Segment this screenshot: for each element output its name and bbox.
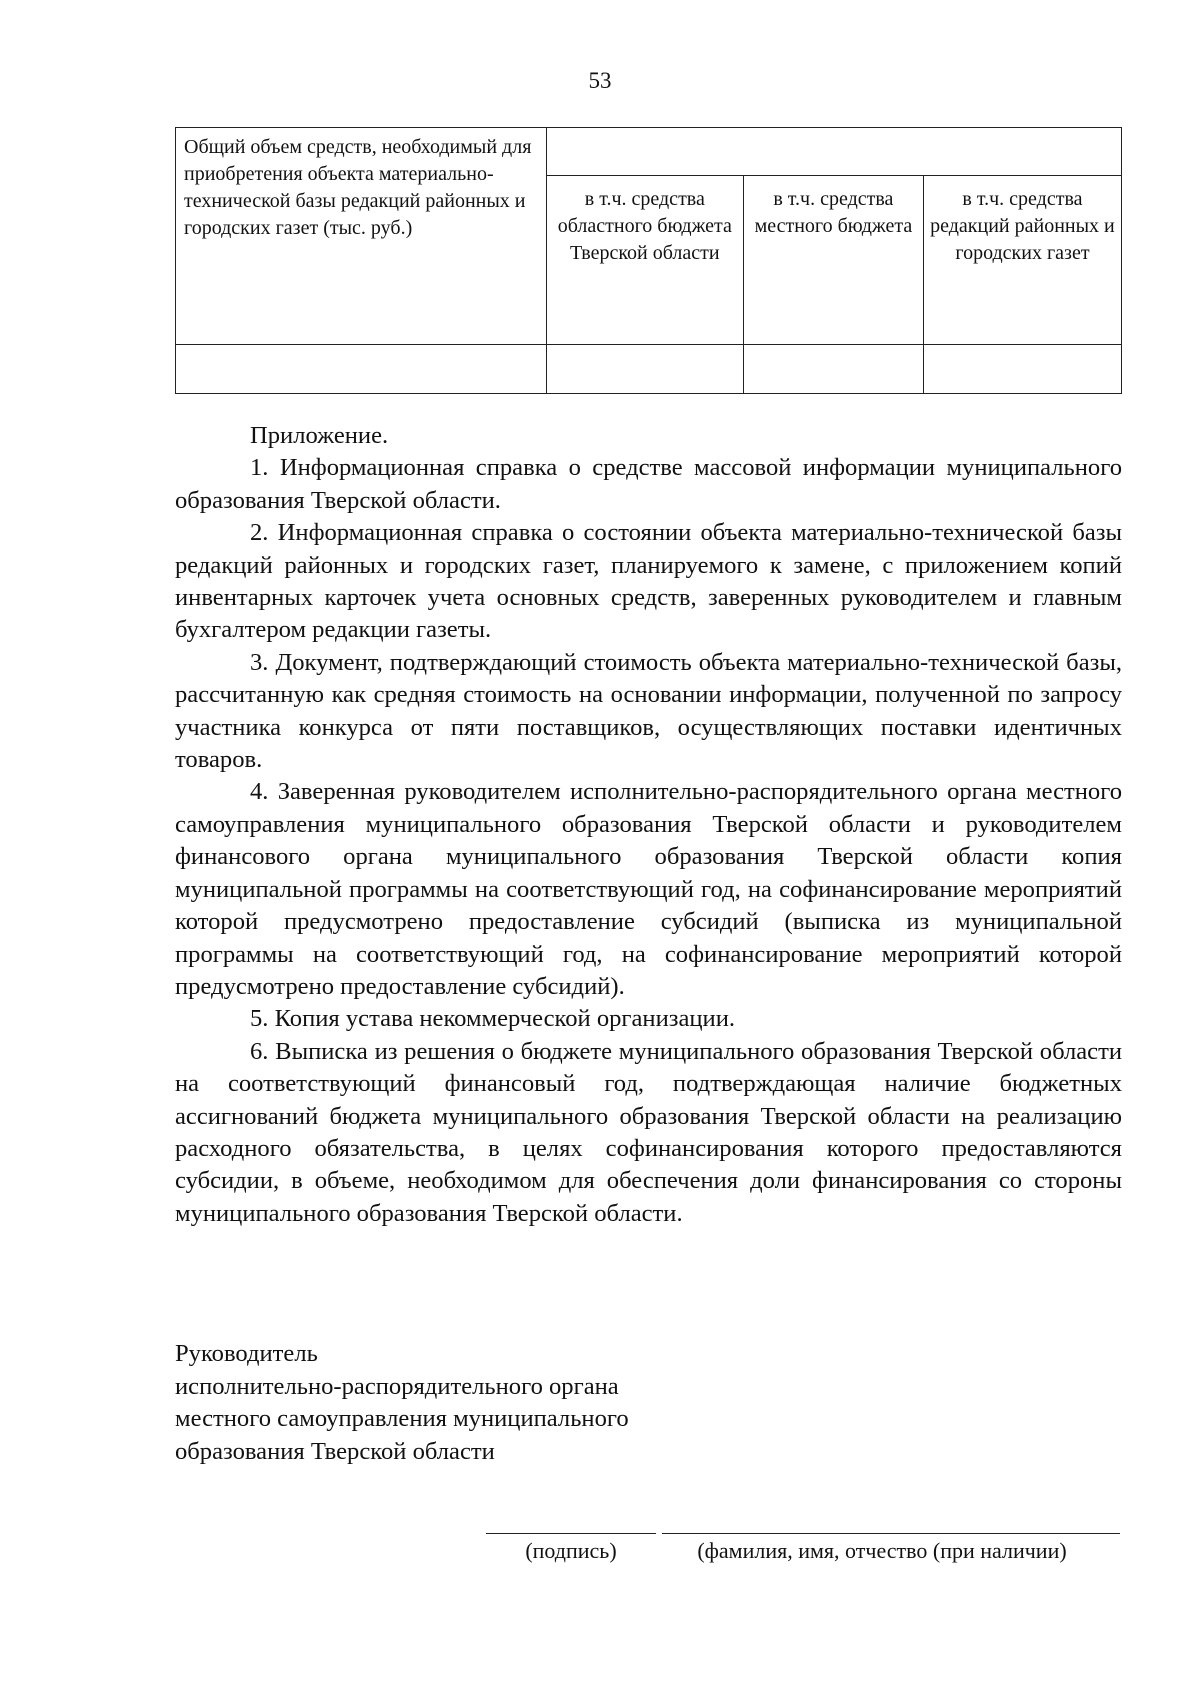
appendix-item-3: 3. Документ, подтверждающий стоимость объекта материально-технической базы, рассчитанную как средняя стоимость на основании информации, полученной по запросу участника конкурса от пяти поставщиков, осуществляющих поставки идентичных товаров. <box>175 648 1122 774</box>
table-row <box>176 345 1122 394</box>
signatory-title <box>175 1338 775 1468</box>
local-budget-header: в т.ч. средства местного бюджета <box>743 176 923 345</box>
total-funding-value-cell <box>546 128 1121 176</box>
editorial-funds-header: в т.ч. средства редакций районных и городских газет <box>923 176 1121 345</box>
table-row <box>176 128 1122 176</box>
appendix-item-5: 5. Копия устава некоммерческой организации. <box>250 1005 736 1033</box>
appendix-item-4: 4. Заверенная руководителем исполнительно-распорядительного органа местного самоуправления муниципального образования Тверской области и руководителем финансового органа муниципального образования Тверской области копия муниципальной программы на соответствующий год, на софинансирование мероприятий которой предусмотрено предоставление субсидий (выписка из муниципальной программы на соответствующий год, на софинансирование мероприятий которой предусмотрено предоставление субсидий). <box>175 778 1122 1000</box>
page-number: 53 <box>588 68 612 93</box>
signatory-line-1: Руководитель <box>175 1340 318 1367</box>
appendix-heading: Приложение. <box>250 422 389 449</box>
regional-budget-value-cell <box>546 345 743 394</box>
appendix-section <box>175 420 1122 1230</box>
appendix-item-2: 2. Информационная справка о состоянии объекта материально-технической базы редакций районных и городских газет, планируемого к замене, с приложением копий инвентарных карточек учета основных средств, заверенных руководителем и главным бухгалтером редакции газеты. <box>175 519 1122 644</box>
funding-table <box>175 127 1122 394</box>
appendix-item-1: 1. Информационная справка о средстве массовой информации муниципального образования Тверской области. <box>175 454 1122 514</box>
total-value-cell <box>176 345 547 394</box>
signatory-line-2: исполнительно-распорядительного органа <box>175 1372 619 1400</box>
appendix-item-6: 6. Выписка из решения о бюджете муниципального образования Тверской области на соответствующий финансовый год, подтверждающая наличие бюджетных ассигнований бюджета муниципального образования Тверской области на реализацию расходного обязательства, в целях софинансирования которого предоставляются субсидии, в объеме, необходимом для обеспечения доли финансирования со стороны муниципального образования Тверской области. <box>175 1037 1122 1227</box>
regional-budget-header: в т.ч. средства областного бюджета Тверской области <box>546 176 743 345</box>
signatory-line-3: местного самоуправления муниципального <box>175 1405 629 1432</box>
signature-line <box>486 1533 656 1534</box>
signatory-line-4: образования Тверской области <box>175 1437 495 1465</box>
total-funding-label-cell: Общий объем средств, необходимый для приобретения объекта материально-технической базы редакций районных и городских газет (тыс. руб.) <box>176 128 547 345</box>
fullname-caption: (фамилия, имя, отчество (при наличии) <box>697 1538 1067 1563</box>
fullname-line <box>662 1533 1120 1534</box>
editorial-funds-value-cell <box>923 345 1121 394</box>
local-budget-value-cell <box>743 345 923 394</box>
signature-caption: (подпись) <box>525 1538 617 1563</box>
